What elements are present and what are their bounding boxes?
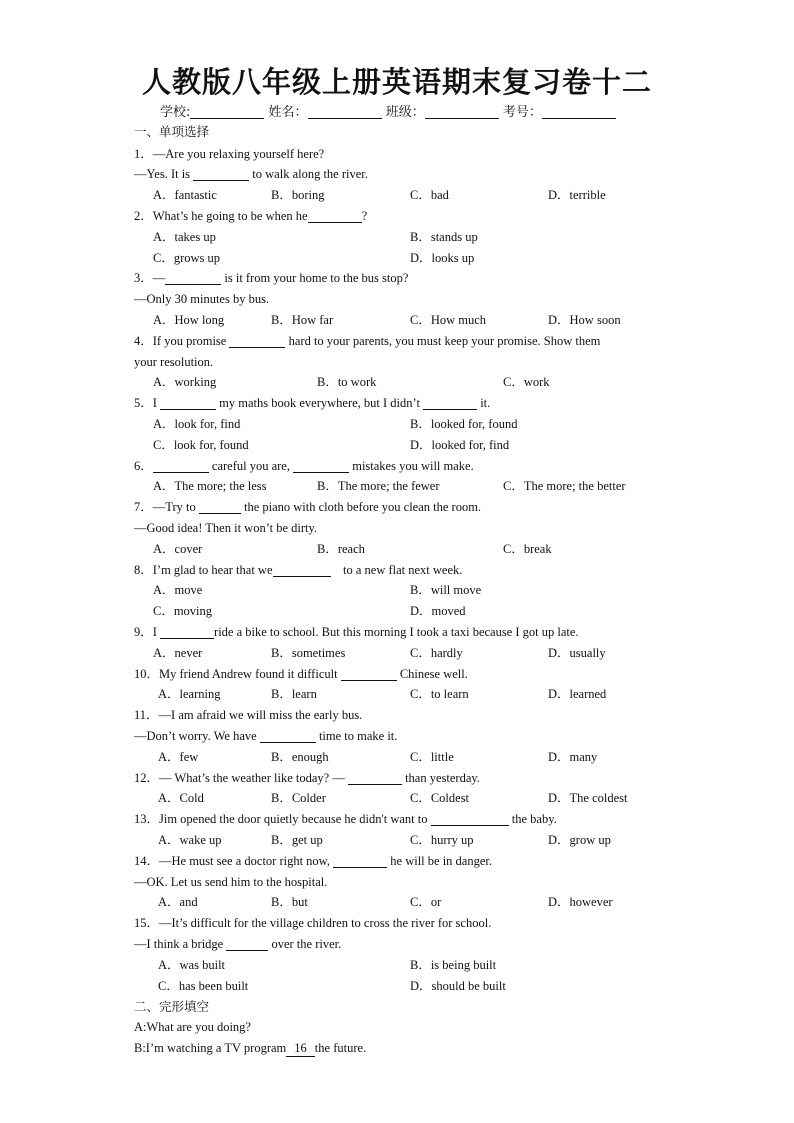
text-part: Chinese well. — [399, 667, 468, 681]
question-prompt — [134, 770, 480, 786]
dialog-line: A:What are you doing? — [134, 1020, 251, 1034]
number-field[interactable] — [542, 104, 616, 119]
option-a[interactable]: A．cover — [153, 542, 203, 556]
text-part: to a new flat next week. — [343, 563, 463, 577]
question-prompt — [134, 458, 474, 474]
option-c[interactable]: C．look for, found — [153, 438, 249, 452]
answer-blank[interactable] — [308, 209, 362, 223]
name-label: 姓名： — [268, 105, 308, 120]
text-part: it. — [480, 396, 491, 410]
option-d[interactable]: D．looked for, find — [410, 438, 510, 452]
option-b[interactable]: B．reach — [317, 542, 365, 556]
text-part: 7．—Try to — [134, 500, 196, 514]
cloze-blank-16[interactable]: 16 — [286, 1040, 315, 1057]
text-part: ride a bike to school. But this morning I took a taxi because I got up late. — [214, 625, 579, 639]
option-b[interactable]: B．boring — [271, 188, 325, 202]
text-part: hard to your parents, you must keep your promise. Show them — [288, 334, 601, 348]
text-part: 4．If you promise — [134, 334, 227, 348]
text-part: over the river. — [271, 937, 342, 951]
option-c[interactable]: C．work — [503, 375, 550, 389]
option-b[interactable]: B．learn — [271, 687, 317, 701]
option-b[interactable]: B．is being built — [410, 958, 497, 972]
option-c[interactable]: C．little — [410, 750, 454, 764]
question-prompt — [134, 562, 462, 578]
option-d[interactable]: D．The coldest — [548, 791, 628, 805]
text-part: is it from your home to the bus stop? — [224, 271, 409, 285]
question-prompt — [134, 853, 492, 869]
option-c[interactable]: C．has been built — [158, 979, 249, 993]
option-b[interactable]: B．to work — [317, 375, 377, 389]
option-a[interactable]: A．and — [158, 895, 198, 909]
option-c[interactable]: C．or — [410, 895, 442, 909]
page-title: 人教版八年级上册英语期末复习卷十二 — [141, 65, 652, 99]
answer-blank[interactable] — [431, 812, 509, 826]
option-a[interactable]: A．learning — [158, 687, 221, 701]
text-part: B:I’m watching a TV program — [134, 1041, 287, 1055]
question-prompt — [134, 395, 490, 411]
answer-blank[interactable] — [341, 667, 397, 681]
option-b[interactable]: B．will move — [410, 583, 482, 597]
question-prompt — [134, 666, 468, 682]
question-line — [134, 166, 368, 182]
text-part: 3．— — [134, 271, 166, 285]
option-d[interactable]: D．should be built — [410, 979, 506, 993]
option-d[interactable]: D．however — [548, 895, 613, 909]
option-a[interactable]: A．takes up — [153, 230, 216, 244]
option-d[interactable]: D．grow up — [548, 833, 611, 847]
option-a[interactable]: A．working — [153, 375, 217, 389]
answer-blank[interactable] — [348, 771, 402, 785]
text-part: 6． — [134, 459, 153, 473]
option-b[interactable]: B．sometimes — [271, 646, 346, 660]
question-prompt: 1．—Are you relaxing yourself here? — [134, 147, 325, 161]
question-prompt: 15．—It’s difficult for the village children to cross the river for school. — [134, 916, 492, 930]
answer-blank[interactable] — [199, 500, 241, 514]
option-b[interactable]: B．get up — [271, 833, 323, 847]
school-label: 学校: — [160, 105, 191, 120]
question-prompt — [134, 624, 579, 640]
question-prompt — [134, 270, 408, 286]
option-a[interactable]: A．move — [153, 583, 203, 597]
answer-blank[interactable] — [423, 396, 477, 410]
answer-blank[interactable] — [165, 271, 221, 285]
answer-blank[interactable] — [273, 563, 331, 577]
answer-blank[interactable] — [293, 459, 349, 473]
option-c[interactable]: C．Coldest — [410, 791, 470, 805]
option-d[interactable]: D．How soon — [548, 313, 621, 327]
question-line: —Good idea! Then it won’t be dirty. — [134, 521, 318, 535]
option-a[interactable]: A．The more; the less — [153, 479, 267, 493]
question-prompt: 11．—I am afraid we will miss the early bus. — [134, 708, 363, 722]
text-part: 8．I’m glad to hear that we — [134, 563, 273, 577]
option-b[interactable]: B．looked for, found — [410, 417, 518, 431]
student-info-line — [160, 101, 616, 120]
answer-blank[interactable] — [260, 729, 316, 743]
question-line: —OK. Let us send him to the hospital. — [134, 875, 328, 889]
option-c[interactable]: C．break — [503, 542, 552, 556]
question-line — [134, 936, 341, 952]
class-field[interactable] — [425, 104, 499, 119]
text-part: time to make it. — [318, 729, 398, 743]
option-c[interactable]: C．grows up — [153, 251, 221, 265]
answer-blank[interactable] — [160, 396, 216, 410]
dialog-line — [134, 1040, 366, 1057]
section-heading-choice: 一、单项选择 — [134, 124, 210, 139]
number-label: 考号： — [502, 105, 542, 120]
option-d[interactable]: D．usually — [548, 646, 606, 660]
answer-blank[interactable] — [193, 167, 249, 181]
option-d[interactable]: D．terrible — [548, 188, 606, 202]
option-a[interactable]: A．look for, find — [153, 417, 241, 431]
option-c[interactable]: C．to learn — [410, 687, 469, 701]
text-part: 13．Jim opened the door quietly because he didn't want to — [134, 812, 428, 826]
option-a[interactable]: A．wake up — [158, 833, 222, 847]
question-line — [134, 728, 397, 744]
answer-blank[interactable] — [160, 625, 214, 639]
option-c[interactable]: C．moving — [153, 604, 213, 618]
option-c[interactable]: C．The more; the better — [503, 479, 626, 493]
class-label: 班级： — [385, 105, 425, 120]
text-part: 12．— What’s the weather like today? — — [134, 771, 345, 785]
question-prompt — [134, 208, 367, 224]
option-b[interactable]: B．but — [271, 895, 308, 909]
text-part: he will be in danger. — [390, 854, 492, 868]
text-part: the piano with cloth before you clean the room. — [243, 500, 482, 514]
text-part: careful you are, — [211, 459, 290, 473]
text-part: ? — [361, 209, 368, 223]
option-c[interactable]: C．hurry up — [410, 833, 474, 847]
text-part: —I think a bridge — [134, 937, 224, 951]
option-a[interactable]: A．Cold — [158, 791, 204, 805]
question-line: your resolution. — [134, 355, 214, 369]
text-part: the baby. — [511, 812, 557, 826]
option-b[interactable]: B．The more; the fewer — [317, 479, 440, 493]
name-field[interactable] — [308, 104, 382, 119]
answer-blank[interactable] — [153, 459, 209, 473]
text-part: —Yes. It is — [134, 167, 191, 181]
option-b[interactable]: B．Colder — [271, 791, 326, 805]
text-part: my maths book everywhere, but I didn’t — [219, 396, 420, 410]
text-part: 10．My friend Andrew found it difficult — [134, 667, 338, 681]
option-d[interactable]: D．looks up — [410, 251, 475, 265]
question-prompt — [134, 333, 600, 349]
text-part: 5．I — [134, 396, 157, 410]
text-part: to walk along the river. — [252, 167, 368, 181]
option-a[interactable]: A．few — [158, 750, 199, 764]
option-b[interactable]: B．enough — [271, 750, 329, 764]
text-part: 9．I — [134, 625, 157, 639]
answer-blank[interactable] — [226, 937, 268, 951]
option-d[interactable]: D．learned — [548, 687, 607, 701]
option-a[interactable]: A．fantastic — [153, 188, 217, 202]
option-b[interactable]: B．stands up — [410, 230, 478, 244]
option-a[interactable]: A．was built — [158, 958, 226, 972]
answer-blank[interactable] — [229, 334, 285, 348]
text-part: 14．—He must see a doctor right now, — [134, 854, 331, 868]
text-part: mistakes you will make. — [352, 459, 474, 473]
option-d[interactable]: D．moved — [410, 604, 466, 618]
question-prompt — [134, 499, 481, 515]
option-a[interactable]: A．never — [153, 646, 203, 660]
school-field[interactable] — [190, 104, 264, 119]
option-c[interactable]: C．bad — [410, 188, 449, 202]
text-part: —Don’t worry. We have — [134, 729, 257, 743]
question-prompt — [134, 811, 557, 827]
text-part: than yesterday. — [405, 771, 480, 785]
option-a[interactable]: A．How long — [153, 313, 225, 327]
question-line: —Only 30 minutes by bus. — [134, 292, 270, 306]
text-part: the future. — [314, 1041, 367, 1055]
option-d[interactable]: D．many — [548, 750, 598, 764]
option-c[interactable]: C．How much — [410, 313, 487, 327]
option-c[interactable]: C．hardly — [410, 646, 463, 660]
answer-blank[interactable] — [333, 854, 387, 868]
option-b[interactable]: B．How far — [271, 313, 334, 327]
text-part: 2．What’s he going to be when he — [134, 209, 308, 223]
section-heading-cloze: 二、完形填空 — [134, 999, 210, 1014]
